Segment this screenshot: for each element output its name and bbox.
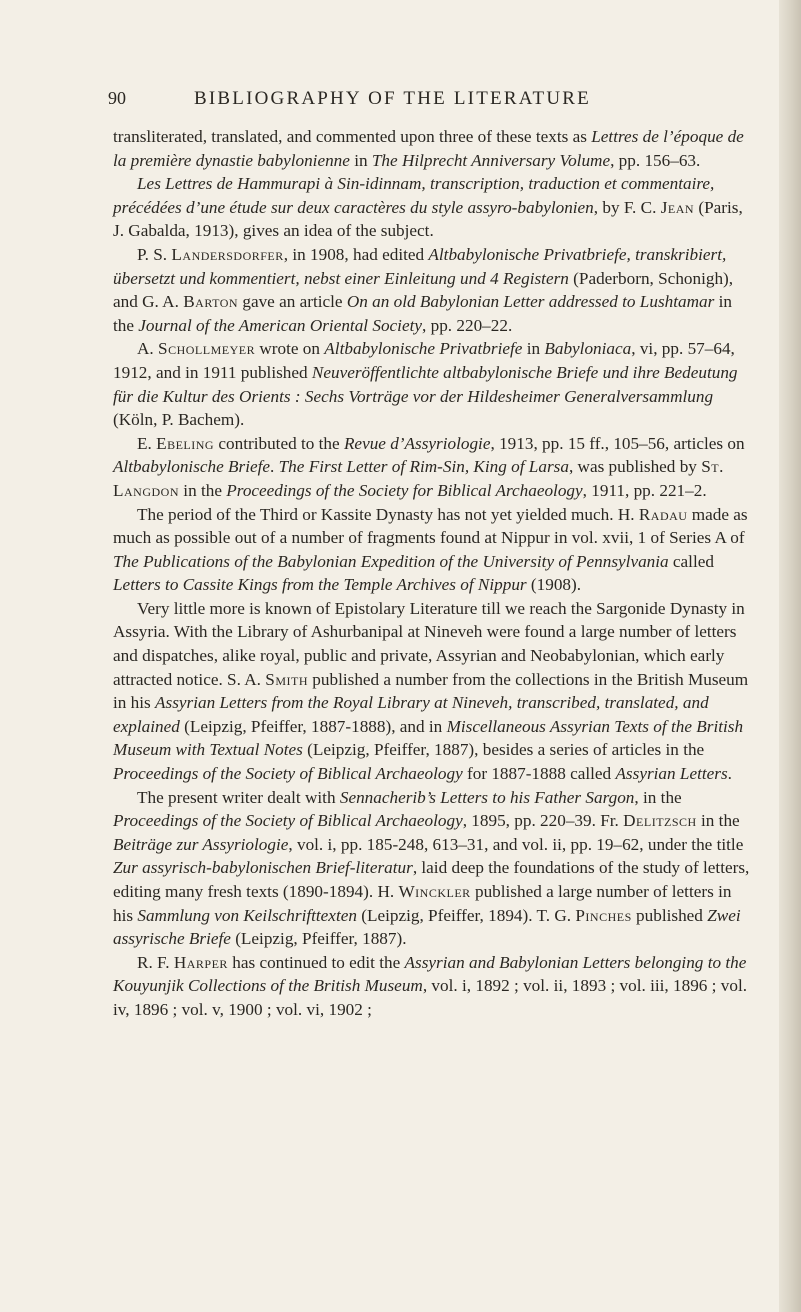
text-run: (Leipzig, Pfeiffer, 1894). T. G. xyxy=(356,905,576,925)
work-title: Assyrian Letters from the Royal Library at Nineveh, transcribed, translated, and explained xyxy=(113,693,709,736)
author-name: Landersdorfer xyxy=(171,244,284,264)
work-title: Assyrian Letters xyxy=(615,764,728,784)
text-run: , pp. 220–22. xyxy=(422,315,513,335)
text-run: , was published by xyxy=(568,457,702,477)
work-title: Lettres de l’époque de la première dynastie babylonienne xyxy=(113,127,744,170)
work-title: The Publications of the Babylonian Expedition of the University of Pennsylvania xyxy=(113,551,669,571)
author-name: Jean xyxy=(660,197,695,217)
author-name: Harper xyxy=(173,952,228,972)
text-run: (Paris, J. Gabalda, 1913), gives an idea of the subject. xyxy=(113,197,743,241)
text-run: made as much as possible out of a number of fragments found at Nippur in vol. xvii, 1 of Series A of xyxy=(113,504,748,548)
text-run: P. S. xyxy=(137,244,172,264)
text-run: in xyxy=(522,339,545,359)
author-name: Ebeling xyxy=(156,433,215,453)
text-run: , 1913, pp. 15 ff., 105–56, articles on xyxy=(490,433,745,453)
paragraph xyxy=(113,432,753,503)
text-run: , vol. i, 1892 ; vol. ii, 1893 ; vol. iii, 1896 ; vol. iv, 1896 ; vol. v, 1900 ; vol. vi, 1902 ; xyxy=(113,976,748,1019)
text-run: The present writer dealt with xyxy=(137,787,340,807)
work-title: Proceedings of the Society for Biblical Archaeology xyxy=(226,480,583,500)
text-run: (1908). xyxy=(526,575,582,595)
paragraph xyxy=(113,786,753,951)
page-header xyxy=(108,88,748,118)
text-run: (Leipzig, Pfeiffer, 1887), besides a series of articles in the xyxy=(302,740,705,760)
paragraph xyxy=(113,503,753,597)
text-run: (Leipzig, Pfeiffer, 1887). xyxy=(230,929,407,949)
text-run: , vi, pp. 57–64, 1912, and in 1911 published xyxy=(113,339,735,382)
text-run: published a large number of letters in his xyxy=(113,882,732,925)
work-title: Proceedings of the Society of Biblical Archaeology xyxy=(113,811,463,831)
text-run: for 1887-1888 called xyxy=(462,764,616,784)
text-run: , 1911, pp. 221–2. xyxy=(582,480,707,500)
author-name: Delitzsch xyxy=(623,811,697,831)
text-run: , laid deep the foundations of the study of letters, editing many fresh texts (1890-1894). H. xyxy=(113,858,750,901)
text-run: has continued to edit the xyxy=(227,952,405,972)
page-number: 90 xyxy=(108,88,126,108)
paragraph xyxy=(113,243,753,337)
author-name: Winckler xyxy=(398,882,471,901)
work-title: Beiträge zur Assyriologie xyxy=(113,834,289,854)
running-title: BIBLIOGRAPHY OF THE LITERATURE xyxy=(194,88,591,109)
text-run: . xyxy=(727,764,732,784)
text-run: in xyxy=(349,150,372,170)
paragraph xyxy=(113,125,753,172)
text-run: A. xyxy=(137,339,159,359)
work-title: Altbabylonische Privatbriefe, transkribiert, übersetzt und kommentiert, nebst einer Einleitung und 4 Registern xyxy=(113,244,727,288)
text-run: (Köln, P. Bachem). xyxy=(113,410,245,430)
work-title: Journal of the American Oriental Society xyxy=(138,315,422,335)
work-title: Zwei assyrische Briefe xyxy=(113,905,741,949)
text-run: , by F. C. xyxy=(593,197,661,217)
text-run: , 1895, pp. 220–39. Fr. xyxy=(462,811,624,831)
author-name: Smith xyxy=(265,669,308,689)
text-run: , in the xyxy=(634,787,682,807)
work-title: On an old Babylonian Letter addressed to Lushtamar xyxy=(346,292,715,312)
text-run: E. xyxy=(137,433,157,453)
paragraph xyxy=(113,951,753,1022)
work-title: Altbabylonische Briefe xyxy=(113,457,271,477)
text-run: (Leipzig, Pfeiffer, 1887-1888), and in xyxy=(179,716,447,736)
work-title: The First Letter of Rim-Sin, King of Larsa xyxy=(278,457,569,477)
body-text xyxy=(113,125,753,1022)
work-title: Sennacherib’s Letters to his Father Sargon xyxy=(339,787,635,807)
work-title: Altbabylonische Privatbriefe xyxy=(324,339,523,359)
text-run: published xyxy=(631,905,708,925)
text-run: called xyxy=(668,551,714,571)
text-run: . xyxy=(270,457,279,477)
author-name: Radau xyxy=(638,504,688,524)
text-run: , in 1908, had edited xyxy=(283,244,429,264)
text-run: wrote on xyxy=(255,339,325,359)
work-title: Revue d’Assyriologie xyxy=(343,433,491,453)
work-title: Babyloniaca xyxy=(544,339,632,359)
text-run: published a number from the collections in the British Museum in his xyxy=(113,669,749,713)
work-title: Miscellaneous Assyrian Texts of the British Museum with Textual Notes xyxy=(113,716,744,760)
paragraph xyxy=(113,337,753,431)
text-run: The period of the Third or Kassite Dynasty has not yet yielded much. H. xyxy=(137,504,639,524)
work-title: The Hilprecht Anniversary Volume xyxy=(371,150,611,170)
text-run: in the xyxy=(696,811,740,831)
work-title: Sammlung von Keilschrifttexten xyxy=(137,905,357,925)
text-run: gave an article xyxy=(238,292,347,312)
paragraph xyxy=(113,172,753,243)
text-run: R. F. xyxy=(137,952,174,972)
author-name: Schollmeyer xyxy=(158,339,256,359)
page-edge xyxy=(779,0,801,1312)
text-run: , pp. 156–63. xyxy=(610,150,701,170)
text-run: in the xyxy=(179,480,227,500)
work-title: Neuveröffentlichte altbabylonische Briefe und ihre Bedeutung für die Kultur des Orients : Sechs Vorträge vor der Hildesheimer Generalversammlung xyxy=(113,362,738,406)
work-title: Zur assyrisch-babylonischen Brief-literatur xyxy=(113,858,413,878)
work-title: Proceedings of the Society of Biblical Archaeology xyxy=(113,764,463,784)
author-name: Barton xyxy=(183,292,239,312)
author-name: St. Langdon xyxy=(113,457,724,500)
text-run: transliterated, translated, and commented upon three of these texts as xyxy=(113,127,592,146)
text-run: (Paderborn, Schonigh), and G. A. xyxy=(113,268,734,312)
text-run: Very little more is known of Epistolary Literature till we reach the Sargonide Dynasty in Assyria. With the Library of Ashurbanipal at Nineveh were found a large number of letters and dispatches, alike royal, public and private, Assyrian and Neobabylonian, which early attracted notice. S. A. xyxy=(113,598,745,689)
author-name: Pinches xyxy=(575,905,632,925)
text-run: in the xyxy=(113,292,732,335)
text-run: , vol. i, pp. 185-248, 613–31, and vol. ii, pp. 19–62, under the title xyxy=(288,834,744,854)
work-title: Letters to Cassite Kings from the Temple Archives of Nippur xyxy=(113,575,527,595)
work-title: Les Lettres de Hammurapi à Sin-idinnam, transcription, traduction et commentaire, précédées d’une étude sur deux caractères du style assyro-babylonien xyxy=(113,174,715,217)
paragraph xyxy=(113,597,753,786)
work-title: Assyrian and Babylonian Letters belonging to the Kouyunjik Collections of the British Museum xyxy=(113,952,747,996)
text-run: contributed to the xyxy=(214,433,344,453)
